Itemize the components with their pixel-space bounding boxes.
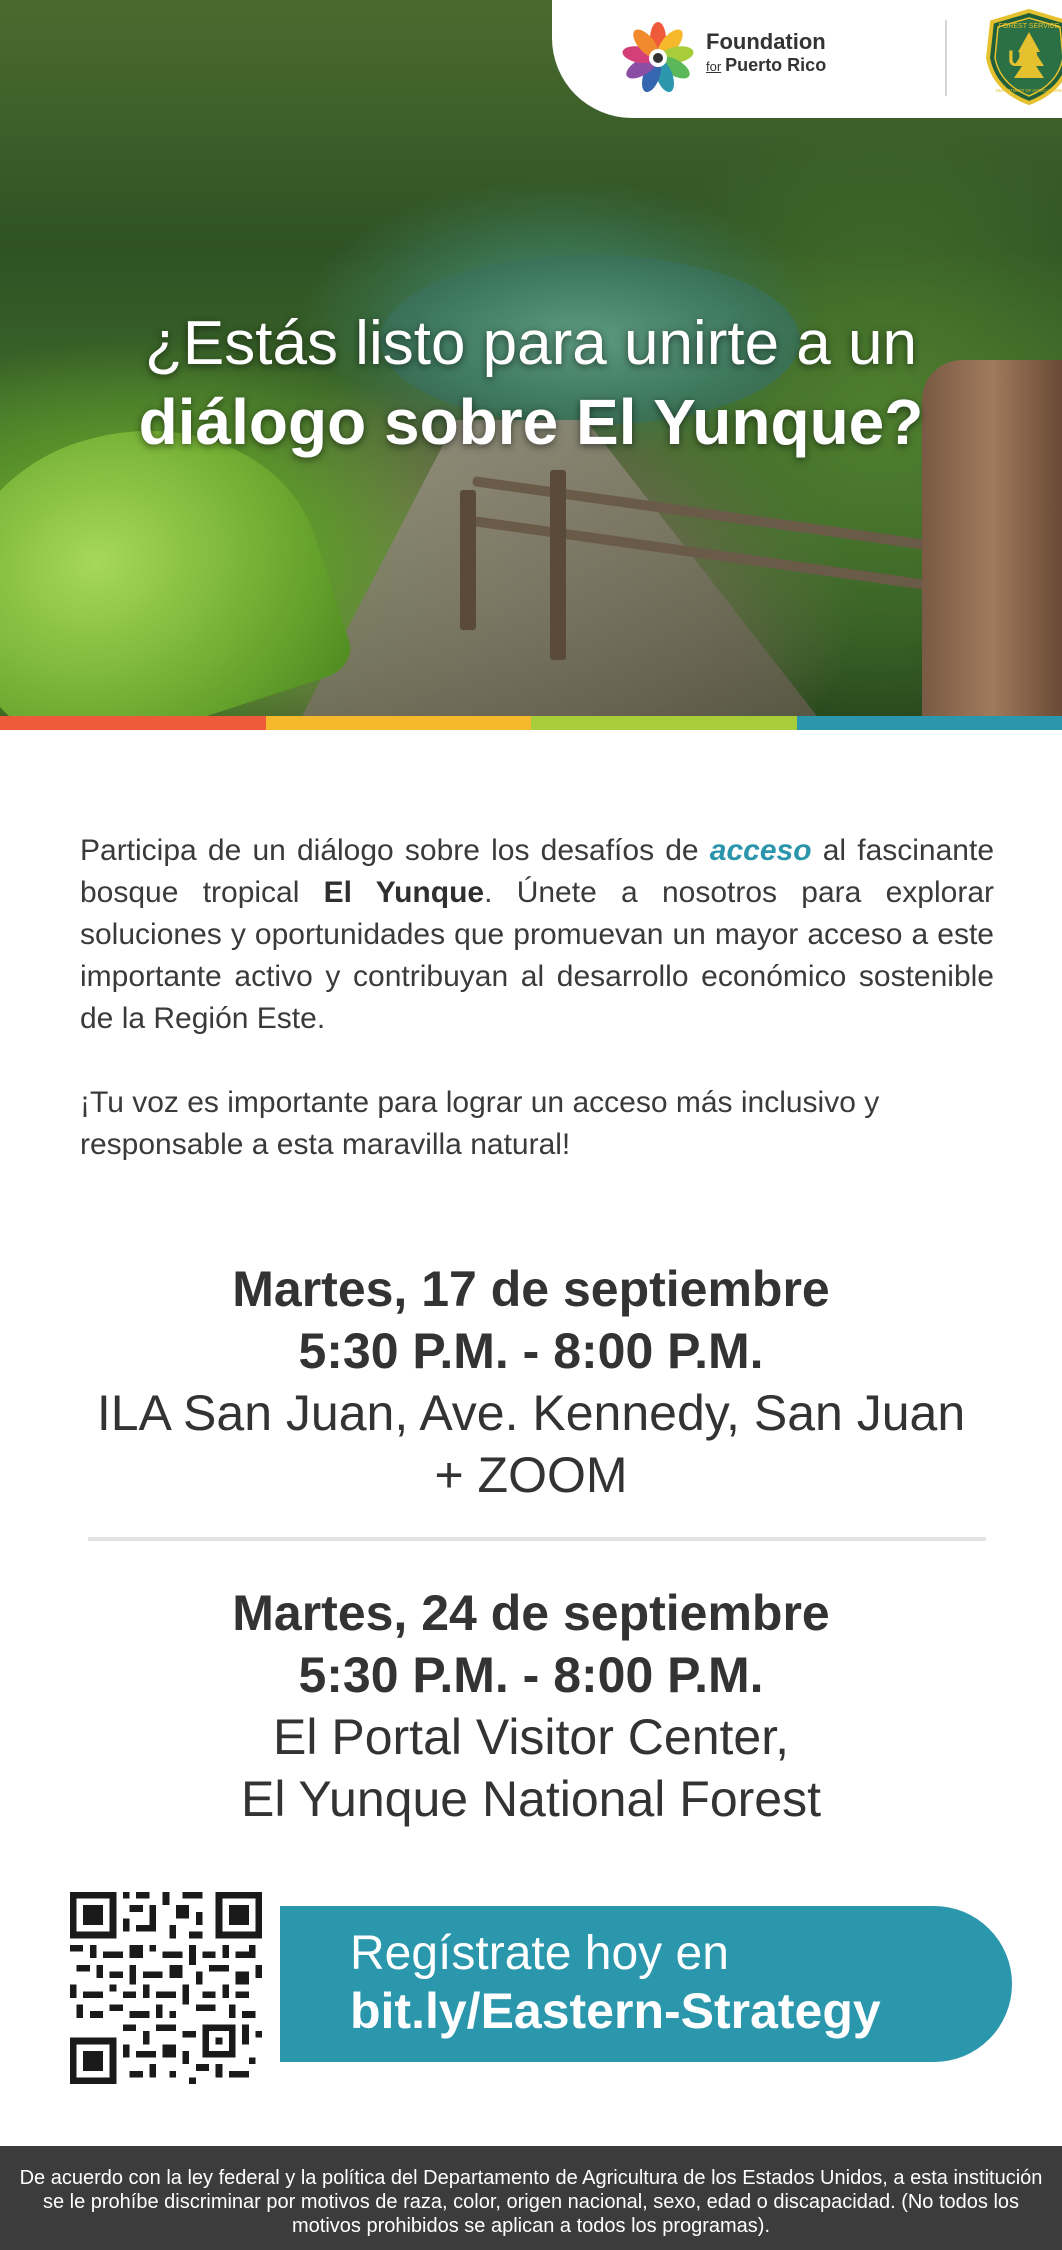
usfs-mark-text: US	[1008, 46, 1039, 71]
intro-p1-mid: al fascinante bosque tropical	[80, 834, 995, 909]
event-block	[0, 1258, 1062, 1506]
logo-divider	[945, 20, 947, 96]
intro-highlight-yunque: El Yunque	[323, 876, 485, 909]
footer-disclaimer	[0, 2146, 1062, 2250]
foundation-name-line2	[706, 54, 826, 78]
registration-line1: Regístrate hoy en	[350, 1927, 729, 1980]
intro-text	[80, 830, 994, 1166]
event-location-line2: El Yunque National Forest	[240, 1771, 821, 1827]
intro-paragraph-2: ¡Tu voz es importante para lograr un acceso más inclusivo y responsable a esta maravilla natural!	[80, 1086, 880, 1161]
color-stripe-green	[531, 716, 797, 730]
foundation-name-for: for	[706, 59, 722, 74]
footer-disclaimer-text: De acuerdo con la ley federal y la política del Departamento de Agricultura de los Estados Unidos, a esta institución se le prohíbe discriminar por motivos de raza, color, origen nacional, sexo, edad o discapacidad. (No todos los motivos prohibidos se aplican a todos los programas).	[19, 2167, 1043, 2237]
intro-paragraph-1	[80, 830, 994, 1040]
hero-title-line2: diálogo sobre El Yunque?	[138, 386, 924, 458]
registration-button[interactable]	[280, 1906, 1012, 2062]
event-location-line1: ILA San Juan, Ave. Kennedy, San Juan	[96, 1385, 966, 1441]
registration-qr-code-icon[interactable]	[70, 1892, 262, 2084]
foundation-name	[706, 30, 826, 78]
event-time: 5:30 P.M. - 8:00 P.M.	[298, 1647, 764, 1703]
hero-title-line1: ¿Estás listo para unirte a un	[145, 309, 917, 378]
usfs-top-text: FOREST SERVICE	[998, 23, 1060, 30]
usfs-bottom-text: DEPARTMENT OF AGRICULTURE	[996, 88, 1062, 93]
hero-railing-post	[550, 470, 566, 660]
color-stripe-teal	[797, 716, 1062, 730]
intro-p1-start: Participa de un diálogo sobre los desafíos de	[80, 834, 710, 867]
event-location-line2: + ZOOM	[434, 1447, 628, 1503]
event-time: 5:30 P.M. - 8:00 P.M.	[298, 1323, 764, 1379]
color-stripe-yellow	[266, 716, 532, 730]
event-location-line1: El Portal Visitor Center,	[273, 1709, 789, 1765]
intro-highlight-access: acceso	[709, 834, 812, 867]
registration-link[interactable]: bit.ly/Eastern-Strategy	[350, 1983, 881, 2039]
foundation-name-line1: Foundation	[706, 29, 826, 54]
event-divider	[88, 1537, 986, 1541]
intro-p1-rest: . Únete a nosotros para explorar soluciones y oportunidades que promuevan un mayor acceso a este importante activo y contribuyan al desarrollo económico sostenible de la Región Este.	[80, 876, 994, 1035]
color-stripe-red	[0, 716, 266, 730]
hero-title	[0, 305, 1062, 461]
usfs-shield-logo-icon	[984, 8, 1062, 106]
logo-panel	[552, 0, 1062, 118]
event-block	[0, 1582, 1062, 1830]
foundation-name-puerto-rico: Puerto Rico	[725, 55, 827, 75]
hero-image	[0, 0, 1062, 716]
color-stripe-bar	[0, 716, 1062, 730]
hero-railing-post	[460, 490, 476, 630]
foundation-flower-logo-icon	[620, 20, 696, 96]
event-date: Martes, 17 de septiembre	[232, 1261, 830, 1317]
event-date: Martes, 24 de septiembre	[232, 1585, 830, 1641]
